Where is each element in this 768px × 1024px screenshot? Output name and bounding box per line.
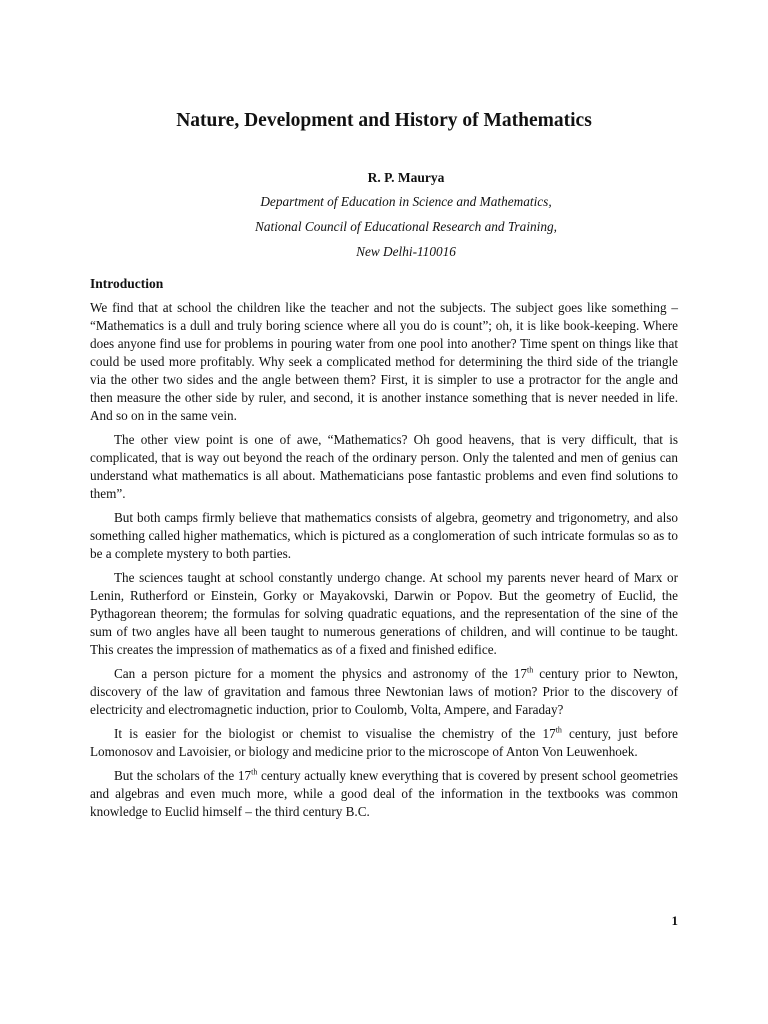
- page-number: 1: [671, 913, 678, 928]
- affiliation-city: New Delhi-110016: [356, 244, 456, 259]
- paragraph-7: [90, 767, 678, 821]
- paragraph-2: The other view point is one of awe, “Mathematics? Oh good heavens, that is very difficult, that is complicated, that is way out beyond the reach of the ordinary person. Only the talented and men of genius can understand what mathematics is all about. Mathematicians pose fantastic problems and even find solutions to them”.: [90, 432, 678, 501]
- body-text: [90, 299, 678, 827]
- paragraph-5-text-a: Can a person picture for a moment the physics and astronomy of the 17: [114, 666, 527, 681]
- paragraph-7-superscript: th: [251, 767, 258, 777]
- author-name: R. P. Maurya: [367, 170, 445, 185]
- section-heading-introduction: Introduction: [90, 276, 164, 291]
- paragraph-6-text-b: century, just before Lomonosov and Lavoisier, or biology and medicine prior to the microscope of Anton Von Leuwenhoek.: [90, 726, 679, 759]
- paragraph-7-text-a: But the scholars of the 17: [114, 768, 252, 783]
- paragraph-1: We find that at school the children like the teacher and not the subjects. The subject goes like something – “Mathematics is a dull and truly boring science where all you do is count”; oh, it is like book-keeping. Where does anyone find use for problems in pouring water from one pool into another? Time spent on things like that could be used more profitably. Why seek a complicated method for determining the third side of the triangle via the other two sides and the angle between them? First, it is simpler to use a protractor for the angle and then measure the other side by ruler, and second, it is another instance something that is never needed in life. And so on in the same vein.: [90, 300, 678, 423]
- paragraph-6-superscript: th: [555, 725, 562, 735]
- paragraph-5-text-b: century prior to Newton, discovery of the law of gravitation and famous three Newtonian laws of motion? Prior to the discovery of electricity and electromagnetic induction, prior to Coulomb, Volta, Ampere, and Faraday?: [90, 666, 678, 717]
- paragraph-3: But both camps firmly believe that mathematics consists of algebra, geometry and trigonometry, and also something called higher mathematics, which is pictured as a conglomeration of such intricate formulas so as to be a complete mystery to both parties.: [90, 510, 678, 561]
- paragraph-5-superscript: th: [526, 665, 534, 675]
- paragraph-5: [90, 665, 678, 719]
- paragraph-4: The sciences taught at school constantly undergo change. At school my parents never heard of Marx or Lenin, Rutherford or Einstein, Gorky or Mayakovski, Darwin or Popov. But the geometry of Euclid, the Pythagorean theorem; the formulas for solving quadratic equations, and the representation of the sine of the sum of two angles have all been taught to numerous generations of children, and will continue to be taught. This creates the impression of mathematics as of a fixed and finished edifice.: [90, 570, 678, 657]
- affiliation-council: National Council of Educational Research and Training,: [254, 219, 557, 234]
- paragraph-6: [90, 725, 678, 761]
- paragraph-6-text-a: It is easier for the biologist or chemist to visualise the chemistry of the 17: [114, 726, 556, 741]
- paper-title: Nature, Development and History of Mathematics: [176, 110, 592, 131]
- paragraph-7-text-b: century actually knew everything that is covered by present school geometries and algebras and even much more, while a good deal of the information in the textbooks was common knowledge to Euclid himself – the third century B.C.: [90, 768, 678, 819]
- affiliation-department: Department of Education in Science and Mathematics,: [260, 194, 552, 209]
